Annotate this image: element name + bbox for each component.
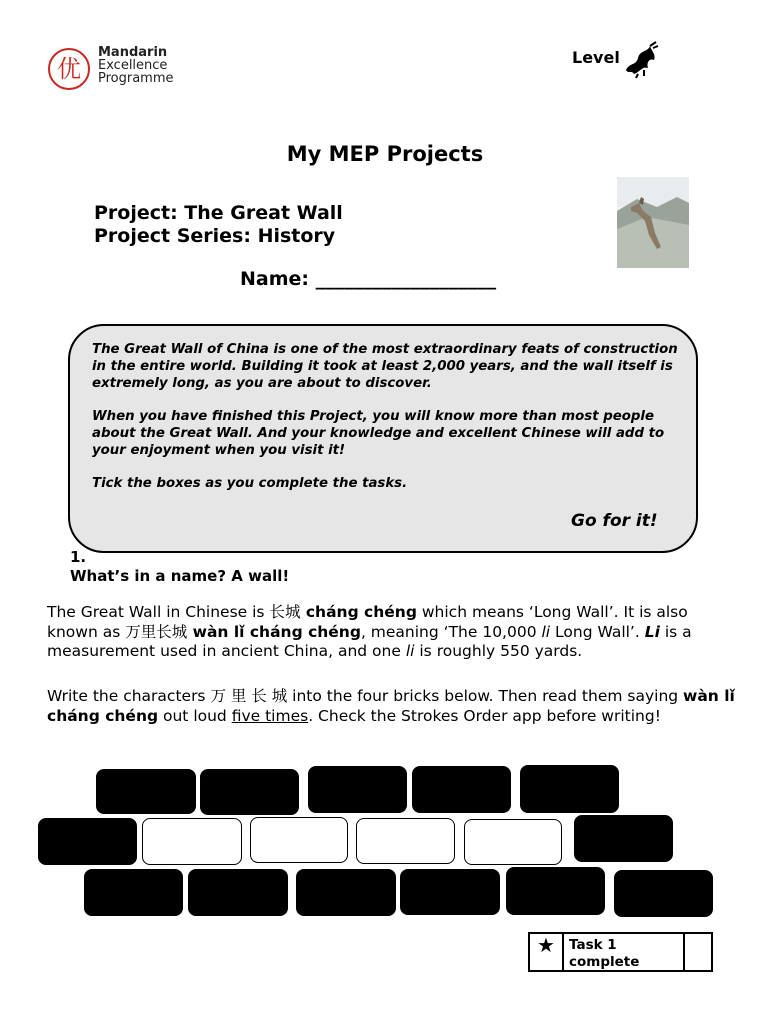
text-run: out loud (158, 707, 232, 725)
wall-brick (574, 815, 673, 862)
chinese-chars: 万 里 长 城 (210, 687, 288, 705)
wall-brick (188, 869, 288, 916)
wall-brick (520, 765, 619, 813)
chinese-chars: 万里长城 (125, 622, 188, 641)
wall-brick (96, 769, 196, 814)
wall-brick (38, 818, 137, 865)
italic-term: li (541, 622, 551, 641)
text-run: which means ‘Long Wall’. It is also known as (47, 603, 688, 641)
section-title: What’s in a name? A wall! (70, 567, 290, 585)
task-1-checkbox[interactable] (683, 934, 711, 970)
text-run: is a measurement used in ancient China, and one (47, 622, 692, 660)
star-icon: ★ (530, 934, 564, 970)
chinese-chars: 长城 (269, 603, 301, 621)
wall-brick (296, 869, 396, 916)
wall-brick (308, 766, 407, 813)
text-run: Write the characters (47, 687, 211, 705)
wall-brick (200, 769, 299, 815)
intro-paragraph-2: When you have finished this Project, you will know more than most people about the Great Wall. And your knowledge and excellent Chinese will add to your enjoyment when you visit it! (92, 409, 665, 458)
project-info (94, 202, 343, 248)
level-label: Level (572, 48, 620, 67)
writing-brick-1[interactable] (142, 818, 242, 865)
logo-line-3: Programme (98, 71, 174, 86)
writing-brick-3[interactable] (356, 818, 455, 864)
text-run: is roughly 550 yards. (414, 642, 583, 660)
great-wall-thumbnail (617, 177, 689, 268)
intro-text (92, 341, 682, 508)
bold-term: Li (644, 622, 660, 641)
name-field-label: Name: ___________________ (240, 268, 497, 290)
project-series: Project Series: History (94, 225, 336, 247)
intro-paragraph-1: The Great Wall of China is one of the most extraordinary feats of construction in the entire world. Building it took at least 2,000 years, and the wall itself is extremely long, as you are about to discover. (92, 342, 678, 391)
section-number: 1. (70, 548, 87, 566)
body-paragraph-1 (47, 603, 737, 662)
writing-brick-4[interactable] (464, 819, 562, 865)
writing-brick-2[interactable] (250, 817, 348, 863)
wall-brick (614, 870, 713, 917)
pinyin: wàn lǐ cháng chéng (47, 687, 735, 725)
wall-brick (400, 869, 500, 915)
project-name: Project: The Great Wall (94, 202, 343, 224)
intro-paragraph-3: Tick the boxes as you complete the tasks. (92, 476, 408, 491)
underlined-text: five times (231, 707, 309, 725)
logo-line-1: Mandarin (98, 45, 168, 60)
wall-brick (412, 766, 511, 813)
task-1-completion-box (528, 932, 713, 972)
dragon-icon (620, 40, 660, 80)
text-run: . Check the Strokes Order app before writing! (308, 707, 661, 725)
go-for-it-text: Go for it! (571, 511, 658, 531)
section-1-heading (70, 548, 289, 586)
wall-brick (506, 867, 605, 915)
text-run: , meaning ‘The 10,000 (360, 622, 542, 641)
pinyin: wàn lǐ cháng chéng (187, 622, 361, 641)
mep-logo-text (98, 46, 174, 85)
logo-line-2: Excellence (98, 58, 168, 73)
page-title: My MEP Projects (286, 142, 484, 166)
text-run: The Great Wall in Chinese is (47, 603, 270, 621)
wall-brick (84, 869, 183, 916)
mep-logo-seal: 优 (48, 48, 90, 90)
text-run: Long Wall’. (550, 622, 645, 641)
text-run: into the four bricks below. Then read them saying (287, 687, 684, 705)
body-paragraph-2 (47, 686, 737, 726)
italic-term: li (405, 642, 415, 660)
task-1-label: Task 1 complete (569, 937, 640, 970)
pinyin: cháng chéng (300, 603, 417, 621)
